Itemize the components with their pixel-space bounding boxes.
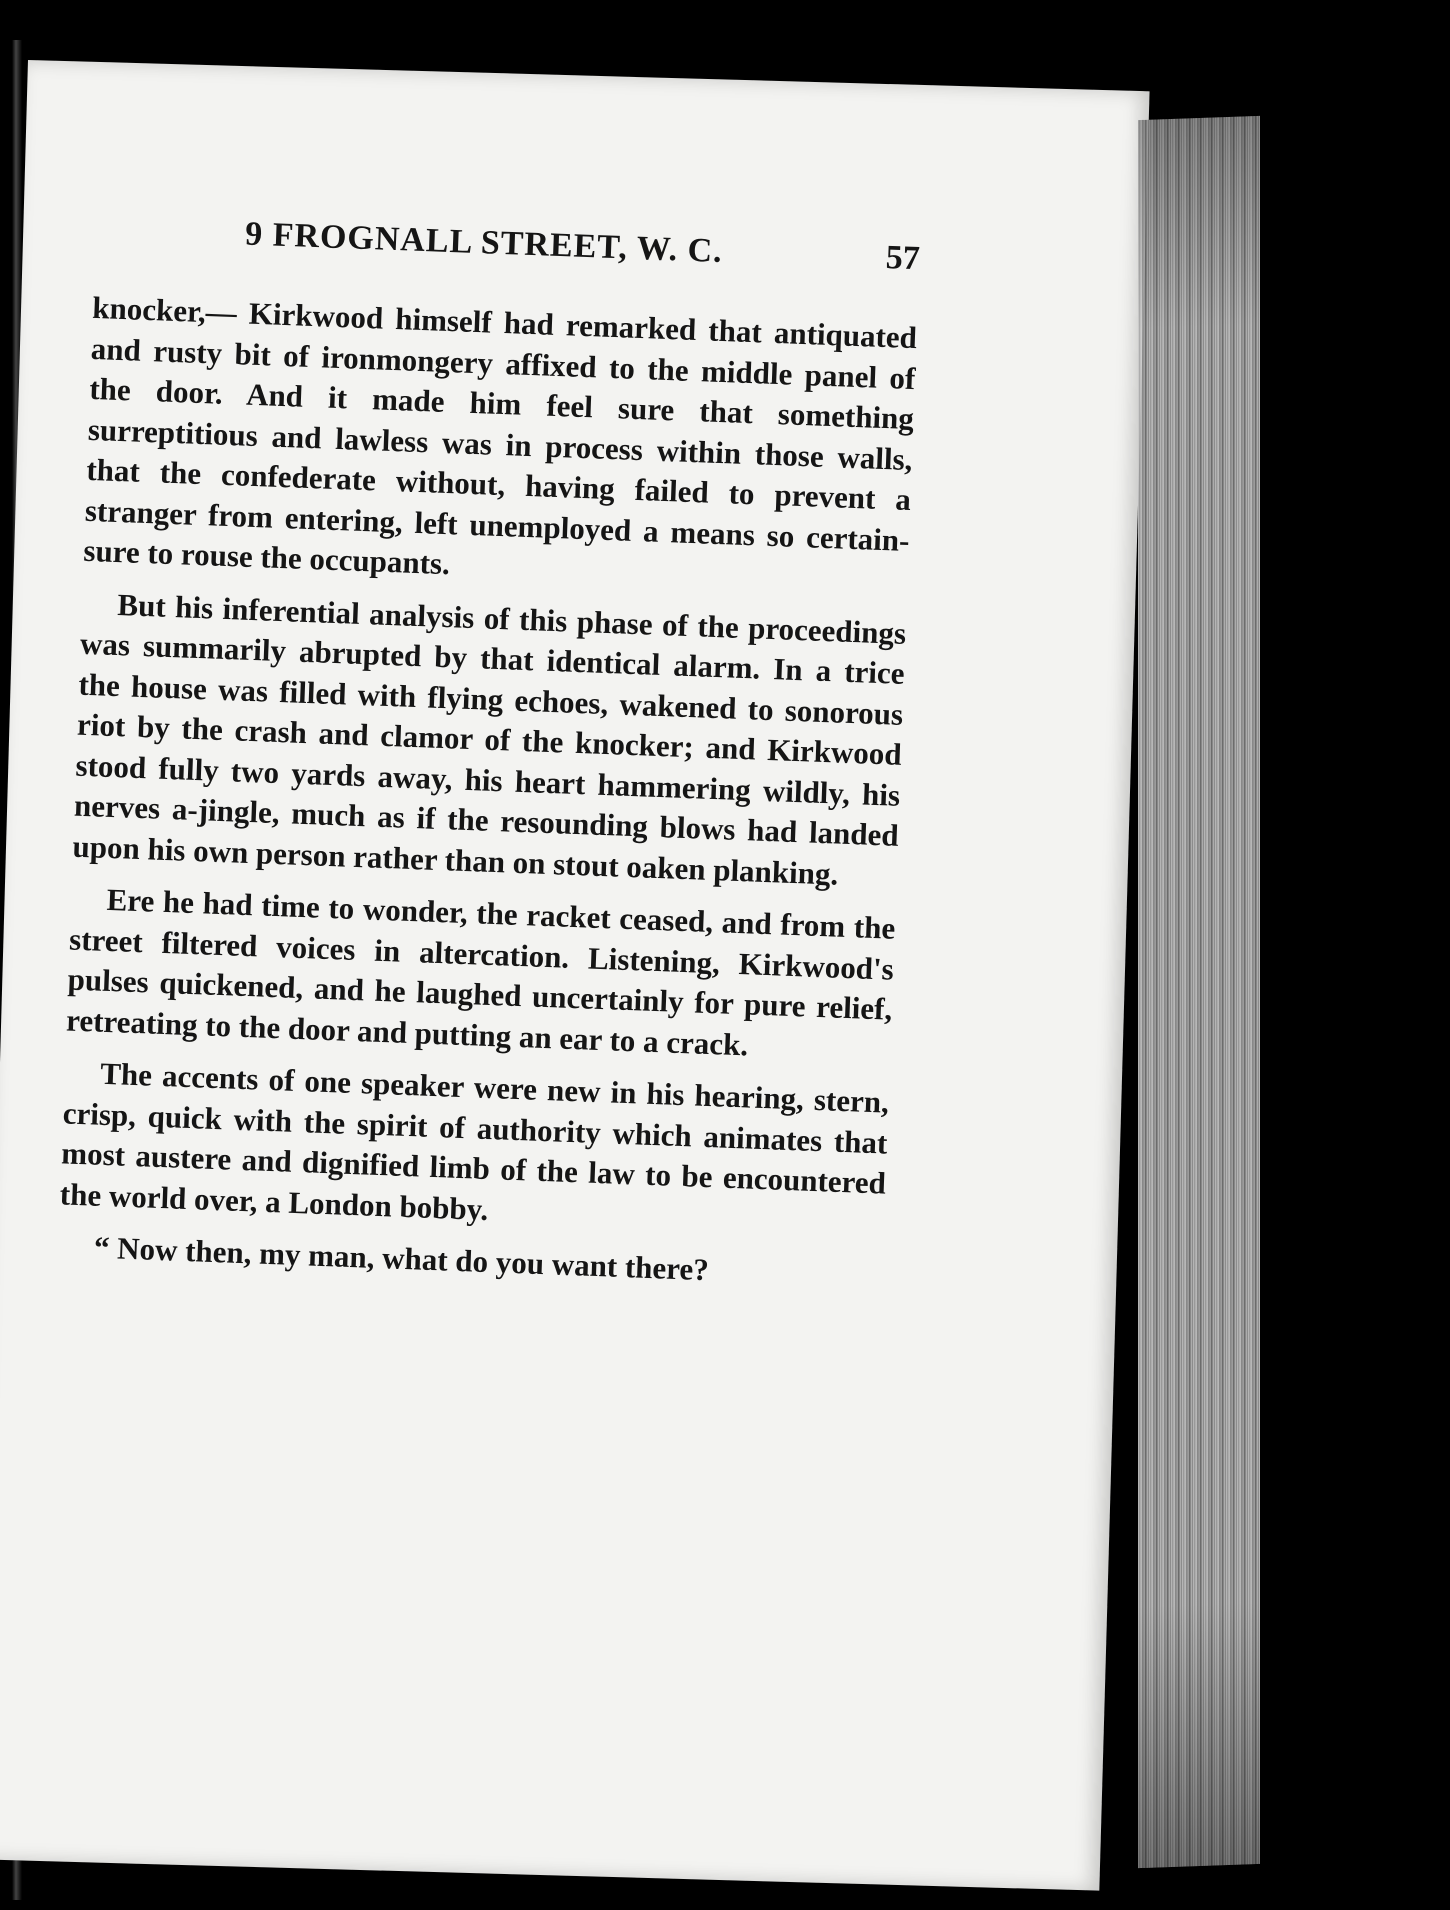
paragraph: The accents of one speaker were new in his hearing, stern, crisp, quick with the spirit of authority which animates that most austere and dignified limb of the law to be encountered the world over, a London bobby. <box>59 1055 890 1227</box>
paragraph: But his inferential analysis of this phase of the proceedings was summarily abrupted by that identical alarm. In a trice the house was filled with flying echoes, wakened to sonorous riot by the crash and clamor of the knocker; and Kirkwood stood fully two yards away, his heart hammering wildly, his nerves a-jingle, much as if the resounding blows had landed upon his own person rather than on stout oaken planking. <box>72 586 907 892</box>
paragraph: Ere he had time to wonder, the racket ceased, and from the street filtered voices in altercation. Listening, Kirkwood's pulses quickened, and he laughed uncertainly for pure relief, retreating to the door and putting an ear to a crack. <box>65 881 896 1062</box>
page-number: 57 <box>885 238 921 278</box>
paragraph: “ Now then, my man, what do you want there? <box>93 1229 710 1288</box>
text-block <box>57 210 921 1309</box>
paragraph: knocker,— Kirkwood himself had remarked that antiquated and rusty bit of ironmongery affixed to the middle panel of the door. And it made him feel sure that something surreptitious and lawless was in process within those walls, that the confederate without, having failed to prevent a stranger from entering, left unemployed a means so certain-sure to rouse the occupants. <box>82 289 918 582</box>
book-fore-edge <box>1138 116 1260 1868</box>
running-title: 9 FROGNALL STREET, W. C. <box>244 215 724 270</box>
